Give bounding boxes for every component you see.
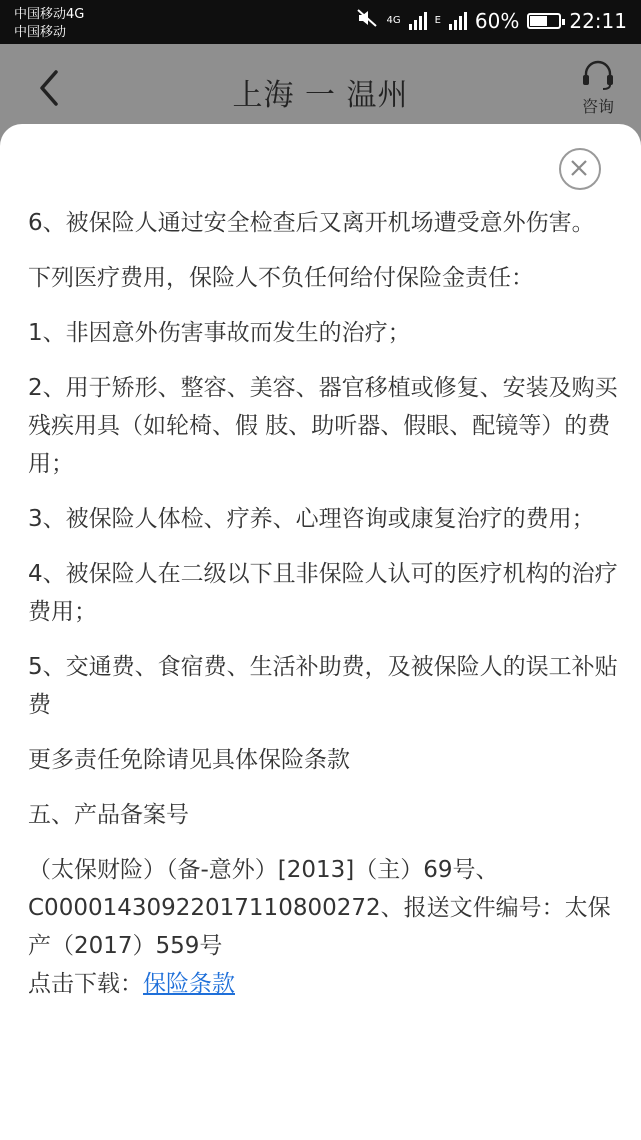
status-icons	[356, 8, 627, 33]
medical-exclusions-heading: 下列医疗费用，保险人不负任何给付保险金责任：	[28, 265, 534, 291]
headset-icon	[581, 60, 615, 90]
policy-terms-link[interactable]: 保险条款	[143, 971, 235, 997]
page-title: 上海 一 温州	[232, 78, 409, 113]
download-row	[28, 965, 618, 1003]
clock-time: 22:11	[569, 8, 627, 33]
medical-exclusion-1: 1、非因意外伤害事故而发生的治疗；	[28, 320, 411, 346]
close-icon	[570, 159, 588, 177]
terms-sheet	[0, 124, 641, 1140]
medical-exclusion-2: 2、用于矫形、整容、美容、器官移植或修复、安装及购买残疾用具（如轮椅、假 肢、助听器、假眼、配镜等）的费用；	[28, 375, 618, 477]
more-exclusions-note: 更多责任免除请见具体保险条款	[28, 747, 350, 773]
carrier-primary: 中国移动4G	[14, 7, 85, 22]
signal-icon	[449, 12, 467, 30]
medical-exclusion-4: 4、被保险人在二级以下且非保险人认可的医疗机构的治疗费用；	[28, 561, 618, 625]
network-4g-label: 4G	[386, 14, 401, 26]
consult-button[interactable]	[573, 60, 623, 117]
download-label: 点击下载：	[28, 971, 143, 997]
filing-number-text: （太保财险）（备-意外）[2013]（主）69号、C00001430922017110800272、报送文件编号：太保产（2017）559号	[28, 857, 611, 959]
mute-icon	[356, 8, 378, 33]
medical-exclusion-3: 3、被保险人体检、疗养、心理咨询或康复治疗的费用；	[28, 506, 595, 532]
battery-percent: 60%	[474, 8, 520, 33]
section-heading-filing: 五、产品备案号	[28, 802, 189, 828]
network-e-label: E	[434, 14, 441, 26]
consult-label: 咨询	[581, 97, 614, 116]
nav-header	[0, 44, 641, 130]
exclusion-item-6: 6、被保险人通过安全检查后又离开机场遭受意外伤害。	[28, 210, 595, 236]
status-bar	[0, 0, 641, 44]
close-button[interactable]	[559, 148, 601, 190]
signal-icon	[409, 12, 427, 30]
terms-content	[28, 204, 618, 1003]
medical-exclusion-5: 5、交通费、食宿费、生活补助费，及被保险人的误工补贴费	[28, 654, 618, 718]
battery-icon	[527, 13, 561, 29]
carrier-secondary: 中国移动	[14, 25, 67, 40]
